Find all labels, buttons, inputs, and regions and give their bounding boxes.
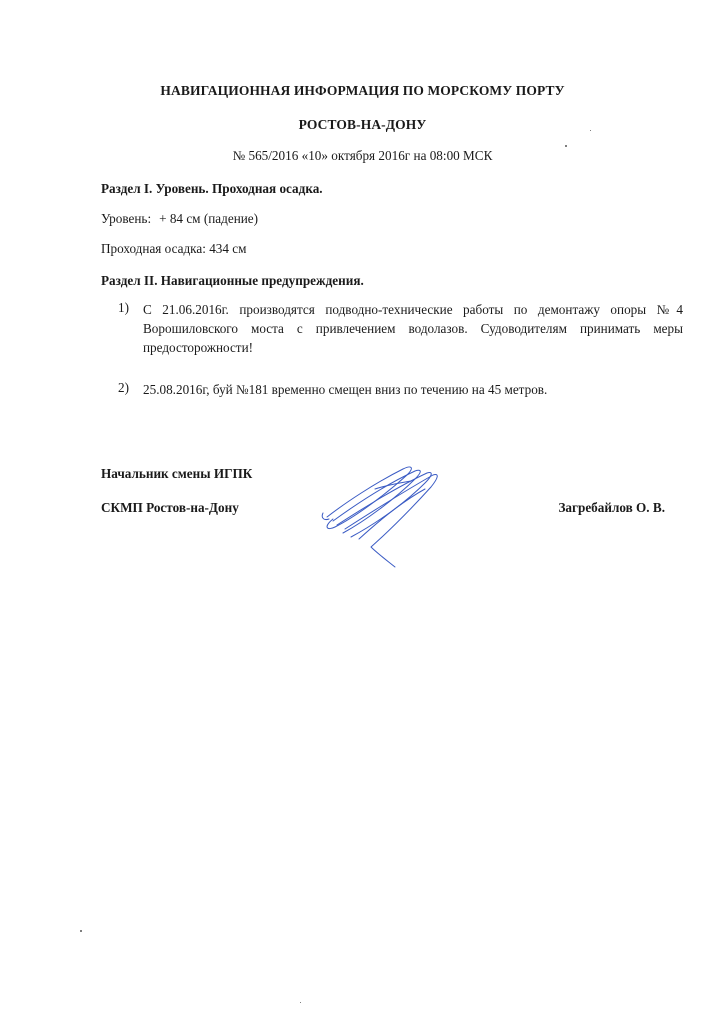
warning-item-text: С 21.06.2016г. производятся подводно-технические работы по демонтажу опоры №4 Ворошиловского моста с привлечением водолазов. Судоводителям принимать меры предосторожности! [143, 302, 683, 355]
water-level-value: + 84 см (падение) [159, 211, 259, 226]
document-title: НАВИГАЦИОННАЯ ИНФОРМАЦИЯ ПО МОРСКОМУ ПОРТУ [160, 83, 565, 98]
scan-speck [300, 1002, 301, 1003]
scan-speck [80, 930, 82, 932]
water-level-line [101, 211, 258, 227]
signatory-position-line-2: СКМП Ростов-на-Дону [101, 500, 239, 515]
document-number-date: № 565/2016 «10» октября 2016г на 08:00 МСК [232, 148, 493, 163]
water-level-label: Уровень: [101, 211, 152, 226]
warning-item-number: 2) [118, 380, 129, 395]
warning-item-text: 25.08.2016г, буй №181 временно смещен вниз по течению на 45 метров. [143, 382, 548, 397]
handwritten-signature [315, 455, 455, 570]
signatory-position-line-1: Начальник смены ИГПК [101, 466, 253, 481]
document-title-port: РОСТОВ-НА-ДОНУ [298, 117, 427, 132]
scan-speck [565, 145, 567, 147]
warning-item-number: 1) [118, 300, 129, 315]
passage-draft-line: Проходная осадка: 434 см [101, 241, 247, 256]
signatory-name: Загребайлов О. В. [558, 500, 665, 515]
scan-speck [590, 130, 591, 131]
section-1-heading: Раздел I. Уровень. Проходная осадка. [101, 181, 323, 196]
section-2-heading: Раздел II. Навигационные предупреждения. [101, 273, 364, 288]
